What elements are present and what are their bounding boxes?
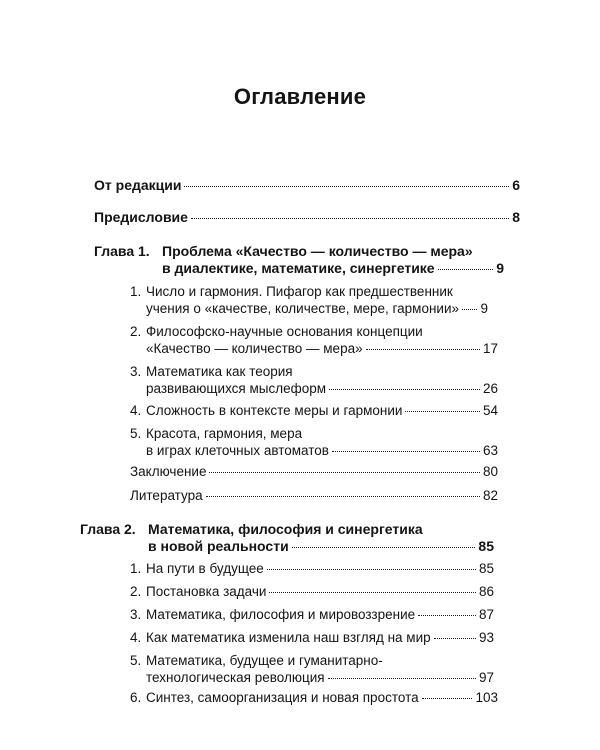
section-number: 2. <box>130 324 142 339</box>
section-title-line2: учения о «качестве, количестве, мере, гармонии» <box>146 301 460 316</box>
section-title-line1: Постановка задачи <box>146 584 267 599</box>
section-title-line2: «Качество — количество — мера» <box>146 341 363 356</box>
toc-page-number: 6 <box>512 177 520 193</box>
toc-entry-label: Заключение <box>130 464 207 479</box>
section-number: 4. <box>130 403 142 418</box>
toc-page-number: 85 <box>478 538 494 554</box>
section-title-line1: Философско-научные основания концепции <box>146 324 423 339</box>
toc-entry-label: От редакции <box>94 177 182 193</box>
dot-leader <box>269 592 476 593</box>
page-title: Оглавление <box>233 84 367 109</box>
dot-leader <box>206 496 480 497</box>
section-title-line1: Синтез, самоорганизация и новая простота <box>146 690 419 705</box>
toc-entry-label: Литература <box>130 488 203 503</box>
chapter-label: Глава 1. <box>94 243 150 259</box>
dot-leader <box>462 309 477 310</box>
dot-leader <box>366 349 480 350</box>
toc-section[interactable] <box>130 583 494 600</box>
section-number: 1. <box>130 561 142 576</box>
toc-page-number: 63 <box>482 443 498 458</box>
toc-section[interactable] <box>130 689 498 706</box>
section-title-line1: Красота, гармония, мера <box>146 426 303 441</box>
dot-leader <box>191 218 509 219</box>
chapter-title-line2: в новой реальности <box>148 538 289 554</box>
toc-page-number: 9 <box>496 260 504 276</box>
toc-section[interactable] <box>130 283 488 317</box>
dot-leader <box>292 547 476 548</box>
section-number: 5. <box>130 653 142 668</box>
toc-page-number: 8 <box>512 209 520 225</box>
dot-leader <box>184 186 509 187</box>
toc-page-number: 9 <box>480 301 488 316</box>
toc-page-number: 80 <box>482 464 498 479</box>
dot-leader <box>328 678 476 679</box>
toc-section[interactable] <box>130 323 498 357</box>
toc-section[interactable] <box>130 425 498 459</box>
section-number: 4. <box>130 630 142 645</box>
chapter-title-line2: в диалектике, математике, синергетике <box>162 260 435 276</box>
dot-leader <box>332 451 480 452</box>
dot-leader <box>405 411 480 412</box>
toc-section[interactable] <box>130 560 494 577</box>
section-title-line1: Математика как теория <box>146 364 293 379</box>
dot-leader <box>438 269 494 270</box>
section-number: 6. <box>130 690 142 705</box>
toc-page-number: 86 <box>478 584 494 599</box>
toc-chapter-2[interactable] <box>80 521 494 555</box>
dot-leader <box>329 389 480 390</box>
section-title-line2: технологическая революция <box>146 670 325 685</box>
dot-leader <box>434 638 476 639</box>
section-number: 5. <box>130 426 142 441</box>
toc-section[interactable] <box>130 606 494 623</box>
toc-page-number: 54 <box>482 403 498 418</box>
toc-chapter-1[interactable] <box>94 243 504 277</box>
section-title-line1: Математика, философия и мировоззрение <box>146 607 416 622</box>
toc-page-number: 82 <box>482 488 498 503</box>
toc-page-number: 26 <box>482 381 498 396</box>
chapter-title-line1: Проблема «Качество — количество — мера» <box>162 243 473 259</box>
toc-page-number: 97 <box>478 670 494 685</box>
section-title-line2: развивающихся мыслеформ <box>146 381 327 396</box>
toc-entry-literature[interactable] <box>130 487 498 504</box>
toc-page-number: 85 <box>478 561 494 576</box>
dot-leader <box>209 472 479 473</box>
toc-entry-label: Предисловие <box>94 209 188 225</box>
section-title-line1: На пути в будущее <box>146 561 264 576</box>
dot-leader <box>422 698 473 699</box>
toc-entry-conclusion[interactable] <box>130 463 498 480</box>
toc-entry-editorial[interactable] <box>94 177 520 194</box>
section-title-line1: Число и гармония. Пифагор как предшественник <box>146 284 453 299</box>
chapter-title-line1: Математика, философия и синергетика <box>148 521 423 537</box>
toc-section[interactable] <box>130 402 498 419</box>
section-title-line2: в играх клеточных автоматов <box>146 443 329 458</box>
toc-section[interactable] <box>130 629 494 646</box>
dot-leader <box>418 615 476 616</box>
toc-page-number: 103 <box>475 690 498 705</box>
toc-page-number: 87 <box>478 607 494 622</box>
toc-page-number: 93 <box>478 630 494 645</box>
section-title-line1: Математика, будущее и гуманитарно- <box>146 653 383 668</box>
chapter-label: Глава 2. <box>80 521 136 537</box>
dot-leader <box>267 569 476 570</box>
toc-page-number: 17 <box>482 341 498 356</box>
toc-section[interactable] <box>130 652 494 686</box>
section-number: 3. <box>130 607 142 622</box>
section-title-line1: Как математика изменила наш взгляд на мир <box>146 630 431 645</box>
section-number: 3. <box>130 364 142 379</box>
toc-section[interactable] <box>130 363 498 397</box>
section-number: 1. <box>130 284 142 299</box>
section-number: 2. <box>130 584 142 599</box>
toc-entry-preface[interactable] <box>94 209 520 226</box>
section-title-line1: Сложность в контексте меры и гармонии <box>146 403 403 418</box>
